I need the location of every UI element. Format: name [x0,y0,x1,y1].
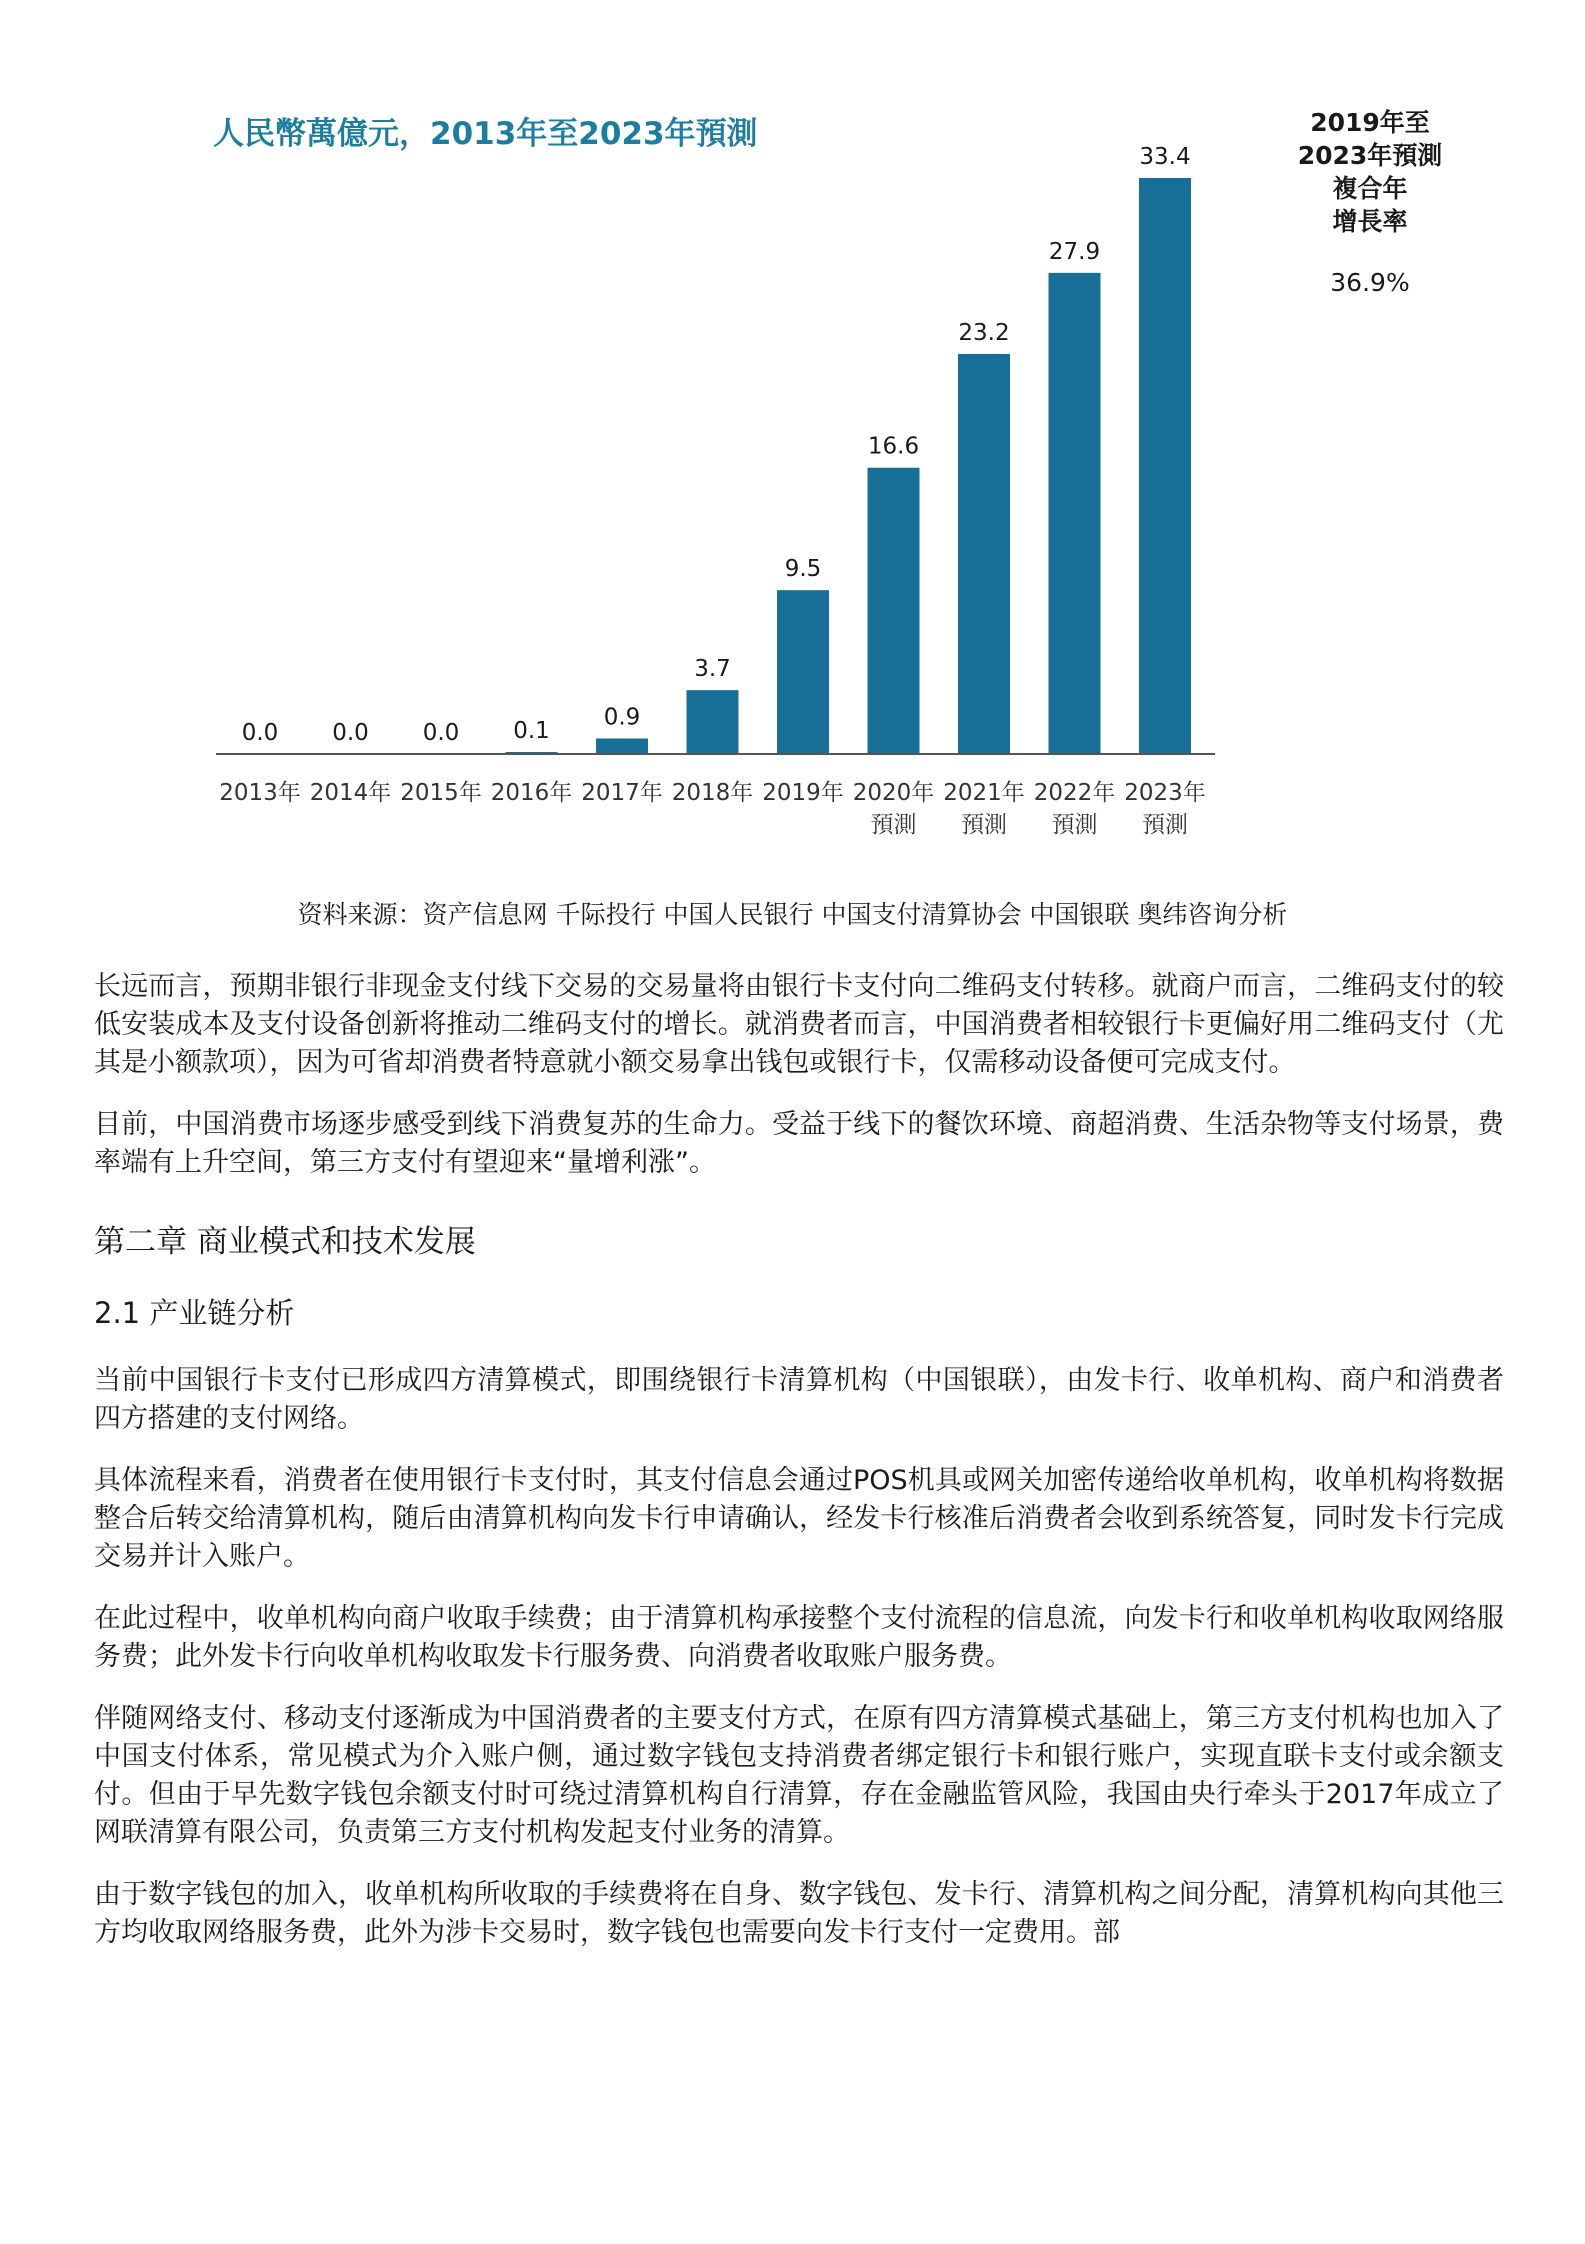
x-tick-label: 2016年 [490,780,573,806]
data-label: 3.7 [694,656,731,683]
x-tick-label: 預測 [1142,812,1188,838]
x-tick-label: 2021年 [943,780,1025,806]
data-label: 16.6 [867,433,920,460]
paragraph: 具体流程来看，消费者在使用银行卡支付时，其支付信息会通过POS机具或网关加密传递给收单机构，收单机构将数据整合后转交给清算机构，随后由清算机构向发卡行申请确认，经发卡行核准后消费者会收到系统答复，同时发卡行完成交易并计入账户。 [94,1465,1504,1572]
cagr-label-line-3: 複合年 [1332,174,1408,203]
paragraph: 在此过程中，收单机构向商户收取手续费；由于清算机构承接整个支付流程的信息流，向发卡行和收单机构收取网络服务费；此外发卡行向收单机构收取发卡行服务费、向消费者收取账户服务费。 [94,1603,1504,1672]
x-tick-label: 2020年 [852,780,935,806]
cagr-label-line-1: 2019年至 [1310,108,1430,137]
bar [868,468,920,754]
paragraph: 伴随网络支付、移动支付逐渐成为中国消费者的主要支付方式，在原有四方清算模式基础上，第三方支付机构也加入了中国支付体系，常见模式为介入账户侧，通过数字钱包支持消费者绑定银行卡和银行账户，实现直联卡支付或余额支付。但由于早先数字钱包余额支付时可绕过清算机构自行清算，存在金融监管风险，我国由央行牵头于2017年成立了网联清算有限公司，负责第三方支付机构发起支付业务的清算。 [94,1703,1504,1848]
cagr-value: 36.9% [1330,268,1410,297]
cagr-label-line-4: 增長率 [1332,207,1408,236]
data-label: 23.2 [958,319,1010,346]
data-label: 27.9 [1048,238,1101,265]
document-body [94,968,1504,1976]
source-note: 资料来源：资产信息网 千际投行 中国人民银行 中国支付清算协会 中国银联 奥纬咨询分析 [297,900,1288,929]
bar [777,590,829,754]
x-tick-label: 2019年 [762,780,844,806]
x-tick-label: 2013年 [219,780,301,806]
bar [596,738,648,754]
data-label: 0.0 [241,720,279,746]
data-label: 0.9 [603,704,641,731]
bar [1139,178,1191,754]
x-tick-label: 2015年 [400,780,482,806]
x-tick-label: 2023年 [1124,780,1206,806]
chapter-title: 第二章 商业模式和技术发展 [94,1224,476,1260]
data-label: 0.0 [332,720,369,746]
x-tick-label: 2017年 [581,780,663,806]
bar-chart [0,0,1585,880]
paragraph: 由于数字钱包的加入，收单机构所收取的手续费将在自身、数字钱包、发卡行、清算机构之间分配，清算机构向其他三方均收取网络服务费，此外为涉卡交易时，数字钱包也需要向发卡行支付一定费用。部 [94,1879,1504,1948]
paragraph: 当前中国银行卡支付已形成四方清算模式，即围绕银行卡清算机构（中国银联），由发卡行、收单机构、商户和消费者四方搭建的支付网络。 [94,1365,1504,1434]
section-title: 2.1 产业链分析 [94,1296,295,1330]
x-tick-label: 2014年 [309,780,392,806]
data-label: 33.4 [1139,144,1191,170]
data-label: 0.0 [422,720,460,746]
paragraph: 目前，中国消费市场逐步感受到线下消费复苏的生命力。受益于线下的餐饮环境、商超消费、生活杂物等支付场景，费率端有上升空间，第三方支付有望迎来“量增利涨”。 [94,1109,1504,1178]
data-label: 9.5 [784,556,822,583]
cagr-label-line-2: 2023年預測 [1297,141,1443,170]
bar [958,354,1010,754]
paragraph: 长远而言，预期非银行非现金支付线下交易的交易量将由银行卡支付向二维码支付转移。就商户而言，二维码支付的较低安装成本及支付设备创新将推动二维码支付的增长。就消费者而言，中国消费者相较银行卡更偏好用二维码支付（尤其是小额款项），因为可省却消费者特意就小额交易拿出钱包或银行卡，仅需移动设备便可完成支付。 [94,971,1504,1078]
x-tick-label: 預測 [961,812,1007,838]
x-tick-label: 2018年 [671,780,754,806]
x-tick-label: 預測 [870,812,917,838]
bar [687,690,739,754]
x-tick-label: 預測 [1051,812,1098,838]
data-label: 0.1 [513,718,550,744]
x-tick-label: 2022年 [1033,780,1116,806]
bar [1049,273,1101,754]
chart-title: 人民幣萬億元，2013年至2023年預測 [213,116,758,152]
